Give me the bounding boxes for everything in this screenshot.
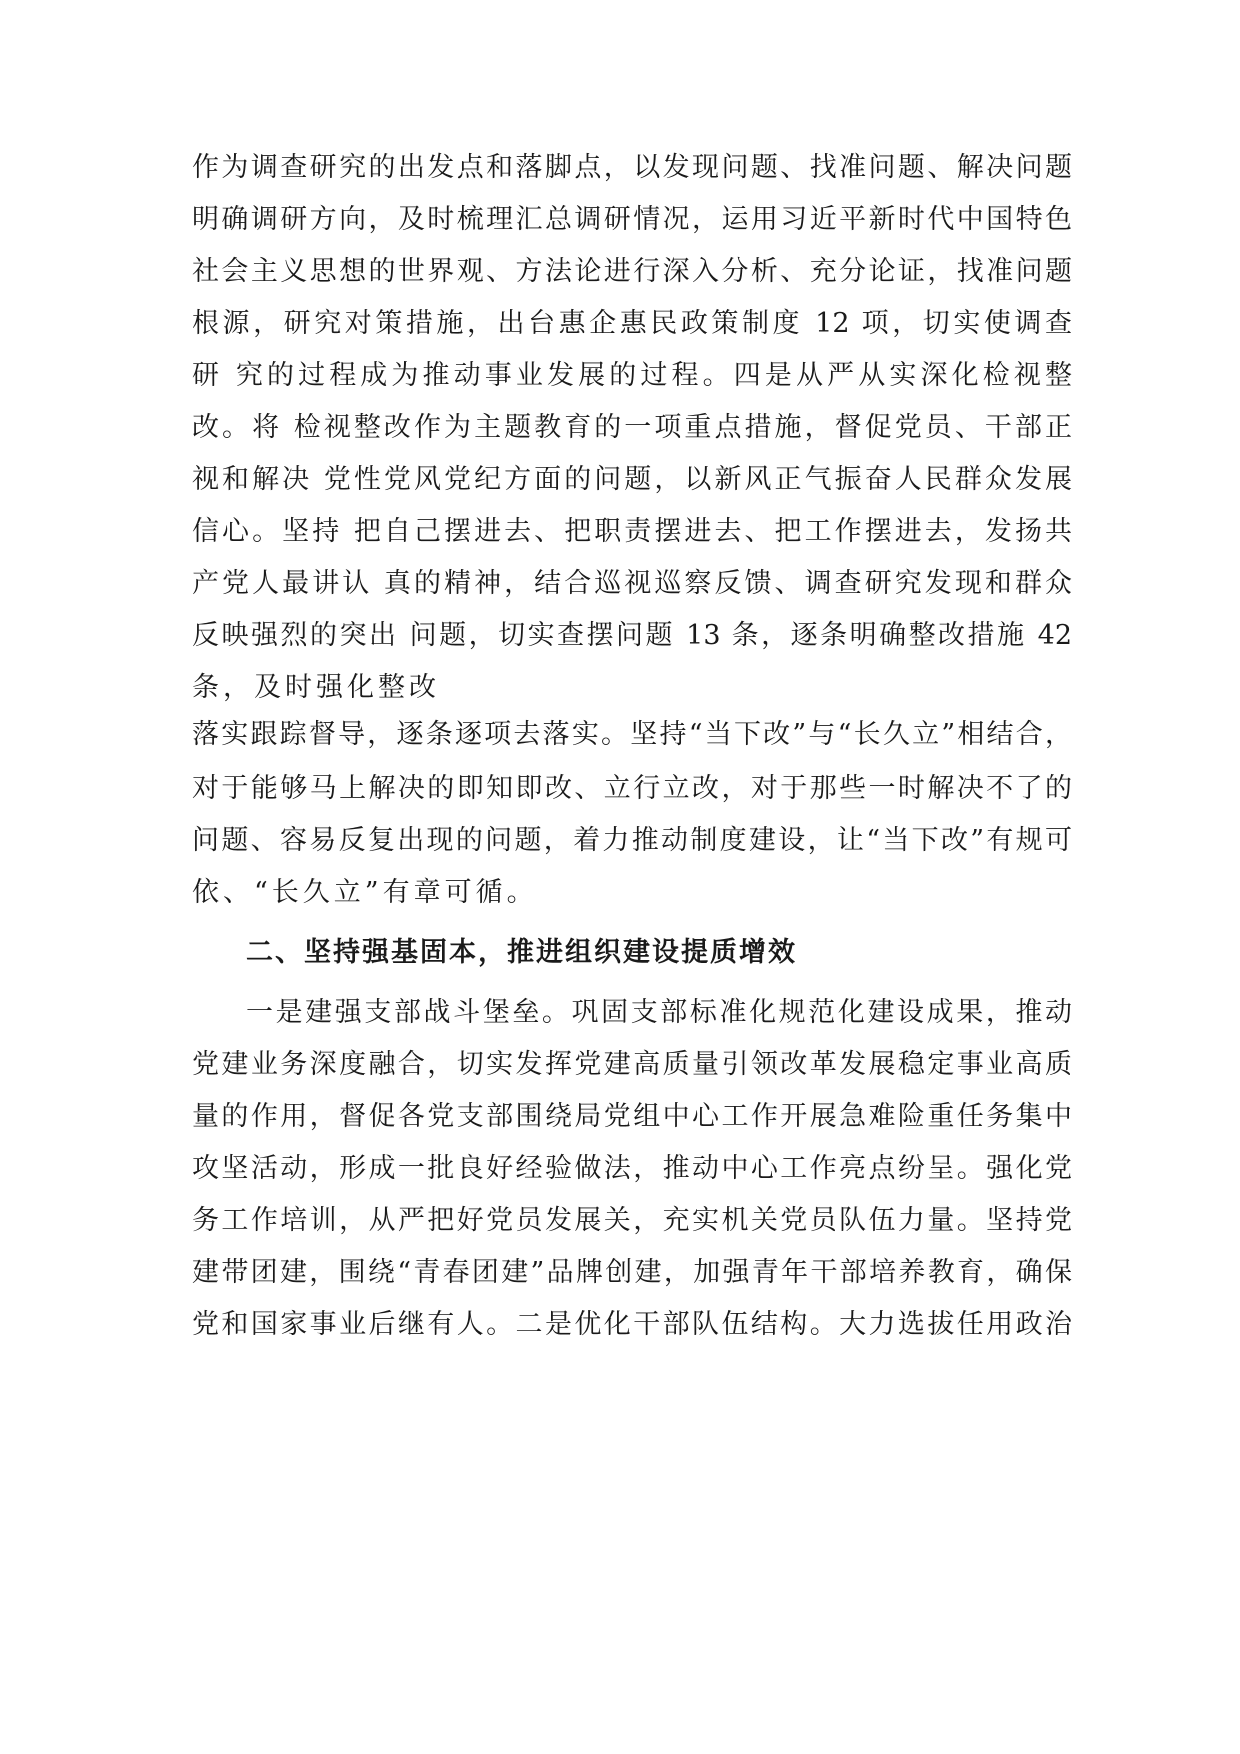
body-text-line: 研 究的过程成为推动事业发展的过程。四是从严从实深化检视整 <box>192 360 1072 391</box>
body-text-line: 建带团建，围绕“青春团建”品牌创建，加强青年干部培养教育，确保 <box>192 1257 1072 1288</box>
body-text-line: 视和解决 党性党风党纪方面的问题，以新风正气振奋人民群众发展 <box>192 464 1072 495</box>
body-text-line: 党和国家事业后继有人。二是优化干部队伍结构。大力选拔任用政治 <box>192 1309 1072 1340</box>
body-text-line: 产党人最讲认 真的精神，结合巡视巡察反馈、调查研究发现和群众 <box>192 568 1072 599</box>
body-text-line: 一是建强支部战斗堡垒。巩固支部标准化规范化建设成果，推动 <box>246 997 1072 1028</box>
body-text-line: 落实跟踪督导，逐条逐项去落实。坚持“当下改”与“长久立”相结合， <box>192 719 1072 750</box>
body-text-line: 反映强烈的突出 问题，切实查摆问题 13 条，逐条明确整改措施 42 <box>192 620 1072 651</box>
body-text-line: 根源，研究对策措施，出台惠企惠民政策制度 12 项，切实使调查 <box>192 308 1072 339</box>
body-text-line: 改。将 检视整改作为主题教育的一项重点措施，督促党员、干部正 <box>192 412 1072 443</box>
body-text-line: 务工作培训，从严把好党员发展关，充实机关党员队伍力量。坚持党 <box>192 1205 1072 1236</box>
body-text-line: 条，及时强化整改 <box>192 672 440 703</box>
body-text-line: 社会主义思想的世界观、方法论进行深入分析、充分论证，找准问题 <box>192 256 1072 287</box>
body-text-line: 明确调研方向，及时梳理汇总调研情况，运用习近平新时代中国特色 <box>192 204 1072 235</box>
body-text-line: 作为调查研究的出发点和落脚点，以发现问题、找准问题、解决问题 <box>192 152 1072 183</box>
body-text-line: 攻坚活动，形成一批良好经验做法，推动中心工作亮点纷呈。强化党 <box>192 1153 1072 1184</box>
body-text-line: 党建业务深度融合，切实发挥党建高质量引领改革发展稳定事业高质 <box>192 1049 1072 1080</box>
section-heading: 二、坚持强基固本，推进组织建设提质增效 <box>246 937 797 968</box>
body-text-line: 问题、容易反复出现的问题，着力推动制度建设，让“当下改”有规可 <box>192 825 1072 856</box>
body-text-line: 依、“长久立”有章可循。 <box>192 877 538 908</box>
body-text-line: 信心。坚持 把自己摆进去、把职责摆进去、把工作摆进去，发扬共 <box>192 516 1072 547</box>
body-text-line: 量的作用，督促各党支部围绕局党组中心工作开展急难险重任务集中 <box>192 1101 1072 1132</box>
body-text-line: 对于能够马上解决的即知即改、立行立改，对于那些一时解决不了的 <box>192 773 1072 804</box>
